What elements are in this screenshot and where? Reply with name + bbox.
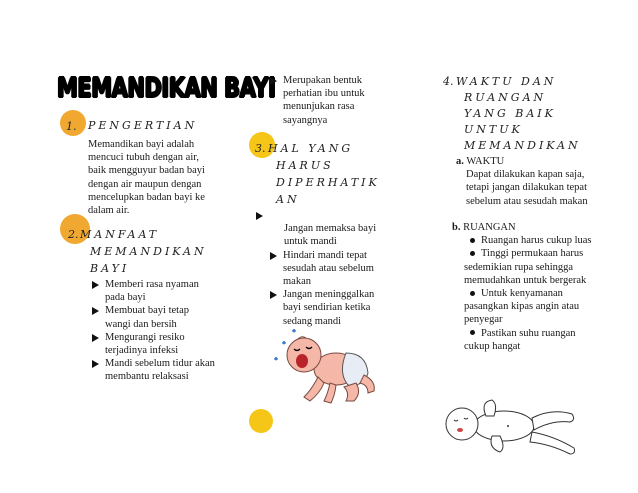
list-item-text: Untuk kenyamanan pasangkan kipas angin atau penyegar bbox=[464, 288, 580, 326]
section-3-heading-line: DIPERHATIK bbox=[276, 176, 380, 189]
page-title: MEMANDIKAN BAYI bbox=[57, 73, 276, 103]
bullet-icon bbox=[470, 330, 475, 335]
section-4-heading-line: YANG BAIK bbox=[464, 107, 556, 120]
bullet-icon bbox=[470, 251, 475, 256]
list-item-text: Jangan memaksa bayi untuk mandi bbox=[284, 223, 377, 248]
list-item bbox=[464, 327, 592, 353]
subsection-b-label: b. bbox=[452, 222, 461, 233]
section-3-list bbox=[254, 209, 394, 328]
section-3-heading-line: HAL YANG bbox=[268, 142, 354, 155]
section-4-heading bbox=[456, 74, 581, 154]
subsection-b bbox=[452, 221, 602, 353]
list-item: Mengurangi resiko terjadinya infeksi bbox=[90, 331, 215, 357]
section-3-heading-line: AN bbox=[276, 193, 300, 206]
list-item bbox=[464, 234, 592, 247]
section-4-number: 4. bbox=[443, 75, 454, 88]
section-1-body: Memandikan bayi adalah mencuci tubuh dengan air, baik mengguyur badan bayi dengan air maupun dengan mencelupkan badan bayi ke dalam air. bbox=[88, 139, 205, 217]
sleeping-baby-illustration bbox=[438, 398, 588, 456]
section-2-list bbox=[90, 278, 215, 384]
subsection-b-title: RUANGAN bbox=[463, 222, 516, 233]
list-item-text: Ruangan harus cukup luas bbox=[481, 235, 592, 247]
list-item: Hindari mandi tepat sesudah atau sebelum makan bbox=[268, 249, 394, 289]
list-item-text: Pastikan suhu ruangan cukup hangat bbox=[464, 327, 576, 352]
list-item: Jangan meninggalkan bayi sendirian ketika sedang mandi bbox=[268, 288, 394, 328]
subsection-a-body: Dapat dilakukan kapan saja, tetapi jangan dilakukan tepat sebelum atau sesudah makan bbox=[466, 169, 588, 207]
list-item: Memberi rasa nyaman pada bayi bbox=[90, 278, 215, 304]
crying-baby-illustration bbox=[268, 325, 378, 407]
list-item bbox=[464, 287, 592, 327]
section-3-number: 3. bbox=[255, 142, 266, 155]
section-4-heading-line: UNTUK bbox=[464, 123, 523, 136]
list-item-text: Tinggi permukaan harus sedemikian rupa sehingga memudahkan untuk bergerak bbox=[464, 248, 587, 286]
continued-list bbox=[268, 74, 386, 127]
list-item bbox=[464, 247, 592, 287]
section-2-heading bbox=[80, 226, 207, 277]
subsection-a-title: WAKTU bbox=[466, 156, 505, 167]
section-2-number: 2. bbox=[68, 228, 79, 241]
list-item: Membuat bayi tetap wangi dan bersih bbox=[90, 304, 215, 330]
section-3-heading bbox=[268, 140, 380, 208]
subsection-b-list bbox=[452, 234, 592, 353]
subsection-a-label: a. bbox=[456, 156, 464, 167]
subsection-a bbox=[456, 155, 596, 208]
section-1-number: 1. bbox=[66, 120, 77, 133]
bullet-icon bbox=[470, 291, 475, 296]
section-2-heading-line: BAYI bbox=[90, 262, 130, 275]
list-item: Mandi sebelum tidur akan membantu relaksasi bbox=[90, 357, 215, 383]
bullet-icon bbox=[470, 238, 475, 243]
section-4-heading-line: MEMANDIKAN bbox=[464, 139, 581, 152]
section-4-heading-line: RUANGAN bbox=[464, 91, 547, 104]
section-3-heading-line: HARUS bbox=[276, 159, 334, 172]
list-item bbox=[254, 209, 394, 249]
section-4-heading-line: WAKTU DAN bbox=[456, 75, 557, 88]
section-2-heading-line: MEMANDIKAN bbox=[90, 245, 207, 258]
section-2-heading-line: MANFAAT bbox=[80, 228, 160, 241]
section-1-heading: PENGERTIAN bbox=[88, 119, 198, 132]
decorative-circle bbox=[249, 409, 273, 433]
list-item: Merupakan bentuk perhatian ibu untuk menunjukan rasa sayangnya bbox=[268, 74, 386, 127]
